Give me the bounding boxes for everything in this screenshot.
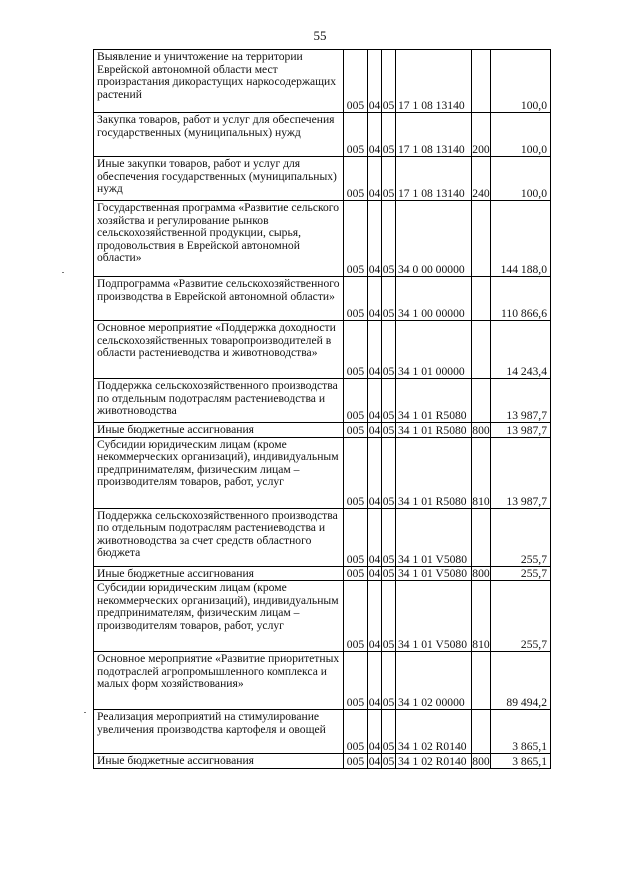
target-article: 34 1 01 V5080 <box>396 508 472 566</box>
row-name: Основное мероприятие «Развитие приоритетных подотраслей агропромышленного комплекса и малых форм хозяйствования» <box>94 652 344 710</box>
subsection-code: 05 <box>382 710 396 754</box>
subsection-code: 05 <box>382 157 396 201</box>
subsection-code: 05 <box>382 201 396 277</box>
row-name: Поддержка сельскохозяйственного производства по отдельным подотраслям растениеводства и животноводства <box>94 379 344 423</box>
expense-type <box>472 50 491 113</box>
expense-type: 240 <box>472 157 491 201</box>
ved-code: 005 <box>344 754 368 769</box>
row-name: Подпрограмма «Развитие сельскохозяйственного производства в Еврейской автономной области» <box>94 277 344 321</box>
expense-type <box>472 321 491 379</box>
section-code: 04 <box>368 379 382 423</box>
amount: 13 987,7 <box>491 437 551 508</box>
ved-code: 005 <box>344 321 368 379</box>
table-row <box>94 437 551 508</box>
section-code: 04 <box>368 157 382 201</box>
amount: 255,7 <box>491 566 551 581</box>
row-name: Иные бюджетные ассигнования <box>94 566 344 581</box>
expense-type <box>472 201 491 277</box>
row-name: Выявление и уничтожение на территории Еврейской автономной области мест произрастания дикорастущих наркосодержащих растений <box>94 50 344 113</box>
section-code: 04 <box>368 437 382 508</box>
amount: 100,0 <box>491 50 551 113</box>
expense-type: 810 <box>472 581 491 652</box>
subsection-code: 05 <box>382 652 396 710</box>
amount: 13 987,7 <box>491 379 551 423</box>
expense-type <box>472 652 491 710</box>
target-article: 34 1 01 V5080 <box>396 581 472 652</box>
table-row <box>94 321 551 379</box>
amount: 14 243,4 <box>491 321 551 379</box>
table-row <box>94 201 551 277</box>
amount: 144 188,0 <box>491 201 551 277</box>
row-name: Государственная программа «Развитие сельского хозяйства и регулирование рынков сельскохозяйственной продукции, сырья, продовольствия в Еврейской автономной области» <box>94 201 344 277</box>
subsection-code: 05 <box>382 50 396 113</box>
expense-type: 800 <box>472 754 490 768</box>
scan-speck <box>62 272 64 273</box>
subsection-code: 05 <box>382 437 396 508</box>
target-article: 34 1 01 R5080 <box>396 437 472 508</box>
target-article: 34 0 00 00000 <box>396 201 472 277</box>
section-code: 04 <box>368 201 382 277</box>
section-code: 04 <box>368 567 381 581</box>
subsection-code: 05 <box>382 113 396 157</box>
expense-type <box>472 277 491 321</box>
page-number: 55 <box>313 28 327 43</box>
expense-type: 800 <box>472 567 490 581</box>
row-name: Субсидии юридическим лицам (кроме некоммерческих организаций), индивидуальным предпринимателям, физическим лицам – производителям товаров, работ, услуг <box>94 437 344 508</box>
ved-code: 005 <box>344 157 368 201</box>
ved-code: 005 <box>344 437 368 508</box>
amount: 89 494,2 <box>491 652 551 710</box>
subsection-code: 05 <box>382 754 395 768</box>
section-code: 04 <box>368 508 382 566</box>
ved-code: 005 <box>344 50 368 113</box>
subsection-code: 05 <box>382 423 395 437</box>
ved-code: 005 <box>344 201 368 277</box>
target-article: 17 1 08 13140 <box>396 157 472 201</box>
ved-code: 005 <box>344 423 368 438</box>
amount: 255,7 <box>491 508 551 566</box>
subsection-code: 05 <box>382 508 396 566</box>
section-code: 04 <box>368 710 382 754</box>
target-article: 34 1 01 R5080 <box>396 379 472 423</box>
section-code: 04 <box>368 321 382 379</box>
target-article: 34 1 02 00000 <box>396 652 472 710</box>
ved-code: 005 <box>344 277 368 321</box>
amount: 3 865,1 <box>491 710 551 754</box>
amount: 100,0 <box>491 157 551 201</box>
row-name: Иные бюджетные ассигнования <box>94 423 344 438</box>
amount: 3 865,1 <box>491 754 551 769</box>
ved-code: 005 <box>344 379 368 423</box>
table-body <box>94 50 551 769</box>
expense-type <box>472 508 491 566</box>
ved-code: 005 <box>344 508 368 566</box>
row-name: Реализация мероприятий на стимулирование увеличения производства картофеля и овощей <box>94 710 344 754</box>
ved-code: 005 <box>344 652 368 710</box>
budget-table <box>93 49 551 769</box>
row-name: Закупка товаров, работ и услуг для обеспечения государственных (муниципальных) нужд <box>94 113 344 157</box>
section-code: 04 <box>368 277 382 321</box>
subsection-code: 05 <box>382 321 396 379</box>
amount: 100,0 <box>491 113 551 157</box>
target-article: 34 1 01 R5080 <box>396 423 472 438</box>
section-code: 04 <box>368 113 382 157</box>
section-code: 04 <box>368 754 381 768</box>
table-row <box>94 508 551 566</box>
target-article: 34 1 01 00000 <box>396 321 472 379</box>
row-name: Основное мероприятие «Поддержка доходности сельскохозяйственных товаропроизводителей в области растениеводства и животноводства» <box>94 321 344 379</box>
target-article: 17 1 08 13140 <box>396 113 472 157</box>
target-article: 17 1 08 13140 <box>396 50 472 113</box>
row-name: Субсидии юридическим лицам (кроме некоммерческих организаций), индивидуальным предпринимателям, физическим лицам – производителям товаров, работ, услуг <box>94 581 344 652</box>
section-code: 04 <box>368 652 382 710</box>
row-name: Иные закупки товаров, работ и услуг для обеспечения государственных (муниципальных) нужд <box>94 157 344 201</box>
table-row <box>94 754 551 769</box>
ved-code: 005 <box>344 710 368 754</box>
table-row <box>94 379 551 423</box>
target-article: 34 1 01 V5080 <box>396 566 472 581</box>
target-article: 34 1 02 R0140 <box>396 710 472 754</box>
table-row <box>94 652 551 710</box>
section-code: 04 <box>368 581 382 652</box>
ved-code: 005 <box>344 566 368 581</box>
subsection-code: 05 <box>382 277 396 321</box>
amount: 13 987,7 <box>491 423 551 438</box>
section-code: 04 <box>368 423 381 437</box>
table-row <box>94 423 551 438</box>
expense-type <box>472 710 491 754</box>
table-row <box>94 581 551 652</box>
table-row <box>94 113 551 157</box>
target-article: 34 1 02 R0140 <box>396 754 472 769</box>
subsection-code: 05 <box>382 567 395 581</box>
ved-code: 005 <box>344 581 368 652</box>
ved-code: 005 <box>344 113 368 157</box>
row-name: Иные бюджетные ассигнования <box>94 754 344 769</box>
amount: 110 866,6 <box>491 277 551 321</box>
expense-type: 200 <box>472 113 491 157</box>
section-code: 04 <box>368 50 382 113</box>
subsection-code: 05 <box>382 581 396 652</box>
row-name: Поддержка сельскохозяйственного производства по отдельным подотраслям растениеводства и животноводства за счет средств областного бюджета <box>94 508 344 566</box>
expense-type <box>472 379 491 423</box>
subsection-code: 05 <box>382 379 396 423</box>
table-row <box>94 566 551 581</box>
scan-speck <box>84 712 86 713</box>
table-row <box>94 710 551 754</box>
table-row <box>94 277 551 321</box>
expense-type: 800 <box>472 423 490 437</box>
amount: 255,7 <box>491 581 551 652</box>
expense-type: 810 <box>472 437 491 508</box>
target-article: 34 1 00 00000 <box>396 277 472 321</box>
table-row <box>94 157 551 201</box>
table-row <box>94 50 551 113</box>
